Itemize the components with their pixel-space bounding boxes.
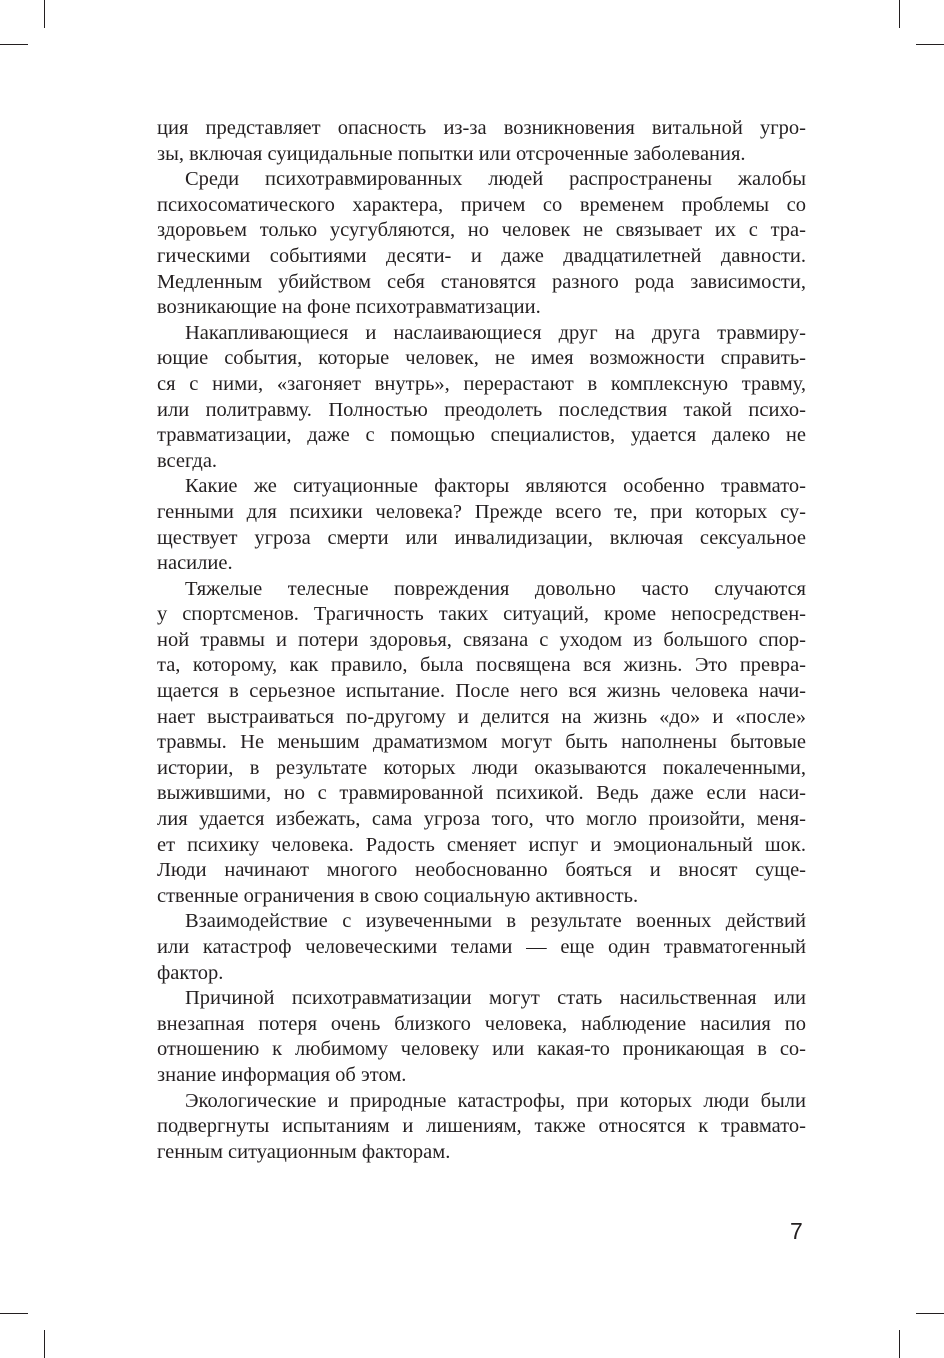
paragraph — [157, 474, 806, 576]
crop-mark-top-right-v — [899, 0, 900, 28]
crop-mark-bottom-left-v — [44, 1330, 45, 1358]
text-line: зы, включая суицидальные попытки или отсроченные заболевания. — [157, 142, 746, 165]
text-line: фактор. — [157, 961, 224, 984]
text-line: или катастроф человеческими телами — еще один травматогенный — [157, 936, 806, 958]
crop-mark-top-left-v — [44, 0, 45, 28]
paragraph — [157, 167, 806, 321]
text-line: Причиной психотравматизации могут стать насильственная или — [185, 987, 806, 1010]
text-line: нает выстраиваться по-другому и делится на жизнь «до» и «после» — [157, 705, 806, 728]
crop-mark-bottom-left-h — [0, 1313, 28, 1314]
text-line: ществует угроза смерти или инвалидизации, включая сексуальное — [157, 526, 806, 549]
text-line: ся с ними, «загоняет внутрь», перерастают в комплексную травму, — [157, 372, 806, 395]
text-line: гическими событиями десяти- и даже двадцатилетней давности. — [157, 244, 806, 267]
text-line: Накапливающиеся и наслаивающиеся друг на друга травмиру- — [185, 321, 806, 344]
text-line: отношению к любимому человеку или какая-то проникающая в со- — [157, 1038, 806, 1061]
text-line: щается в серьезное испытание. После него вся жизнь человека начи- — [157, 680, 806, 703]
text-line: травматизации, даже с помощью специалистов, удается далеко не — [157, 424, 806, 447]
text-line: травмы. Не меньшим драматизмом могут быть наполнены бытовые — [157, 731, 806, 754]
crop-mark-top-left-h — [0, 44, 28, 45]
text-line: Тяжелые телесные повреждения довольно часто случаются — [185, 577, 806, 600]
text-line: насилие. — [157, 552, 233, 575]
text-line: лия удается избежать, сама угроза того, что могло произойти, меня- — [157, 808, 806, 831]
text-line: генными для психики человека? Прежде всего те, при которых су- — [157, 500, 806, 523]
text-line: подвергнуты испытаниям и лишениям, также относятся к травмато- — [157, 1115, 806, 1138]
text-line: у спортсменов. Трагичность таких ситуаций, кроме непосредствен- — [157, 603, 806, 626]
text-line: здоровьем только усугубляются, но человек не связывает их с тра- — [157, 219, 806, 242]
paragraph — [157, 1089, 806, 1166]
text-line: возникающие на фоне психотравматизации. — [157, 296, 541, 319]
text-line: Экологические и природные катастрофы, при которых люди были — [185, 1089, 806, 1112]
text-line: ственные ограничения в свою социальную активность. — [157, 884, 639, 907]
text-line: выжившими, но с травмированной психикой. Ведь даже если наси- — [157, 782, 806, 805]
text-line: знание информация об этом. — [157, 1063, 407, 1086]
text-line: психосоматического характера, причем со временем проблемы со — [157, 193, 806, 216]
paragraph — [157, 321, 806, 475]
crop-mark-bottom-right-v — [899, 1330, 900, 1358]
text-line: Какие же ситуационные факторы являются особенно травмато- — [185, 475, 806, 498]
body-text — [157, 116, 806, 1165]
text-line: генным ситуационным факторам. — [157, 1140, 451, 1163]
text-line: та, которому, как правило, была посвящена вся жизнь. Это превра- — [157, 654, 806, 677]
crop-mark-top-right-h — [916, 44, 944, 45]
text-line: Люди начинают многого необоснованно бояться и вносят суще- — [157, 859, 806, 882]
text-line: Медленным убийством себя становятся разного рода зависимости, — [157, 270, 806, 293]
text-line: ет психику человека. Радость сменяет испуг и эмоциональный шок. — [157, 833, 806, 856]
paragraph — [157, 116, 806, 167]
paragraph — [157, 577, 806, 910]
text-line: ция представляет опасность из-за возникновения витальной угро- — [157, 117, 806, 139]
text-line: Среди психотравмированных людей распространены жалобы — [185, 168, 806, 191]
text-line: или политравму. Полностью преодолеть последствия такой психо- — [157, 398, 806, 421]
text-line: ющие события, которые человек, не имея возможности справить- — [157, 347, 806, 370]
text-line: внезапная потеря очень близкого человека, наблюдение насилия по — [157, 1012, 806, 1035]
crop-mark-bottom-right-h — [916, 1313, 944, 1314]
page-number: 7 — [790, 1218, 803, 1244]
text-line: ной травмы и потери здоровья, связана с уходом из большого спор- — [157, 628, 806, 651]
paragraph — [157, 909, 806, 986]
text-line: Взаимодействие с изувеченными в результате военных действий — [185, 910, 806, 933]
text-line: истории, в результате которых люди оказываются покалеченными, — [157, 756, 806, 779]
text-line: всегда. — [157, 449, 218, 472]
paragraph — [157, 986, 806, 1088]
